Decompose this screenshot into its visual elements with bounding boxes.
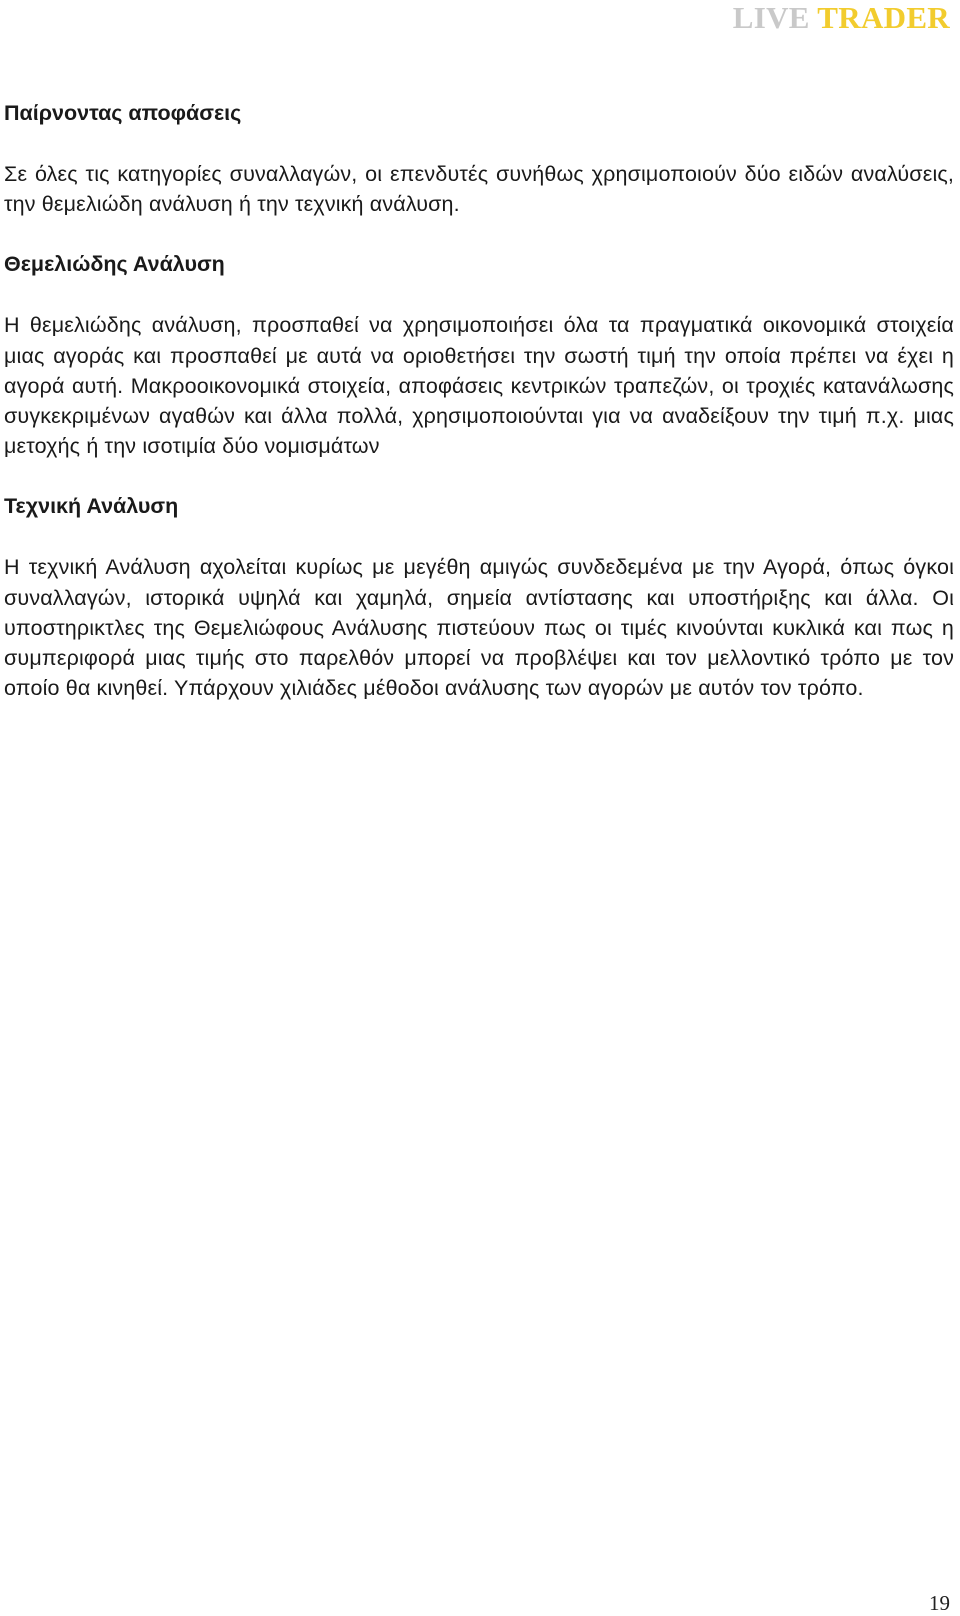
heading-technical-analysis: Τεχνική Ανάλυση [4, 494, 179, 519]
heading-decisions: Παίρνοντας αποφάσεις [4, 101, 242, 125]
paragraph-fundamental-analysis: Η θεμελιώδης ανάλυση, προσπαθεί να χρησιμοποιήσει όλα τα πραγματικά οικονομικά στοιχεία μιας αγοράς και προσπαθεί με αυτά να οριοθετήσει την σωστή τιμή την οποία πρέπει να έχει η αγορά αυτή. Μακροοικονομικά στοιχεία, αποφάσεις κεντρικών τραπεζών, οι τροχιές κατανάλωσης συγκεκριμένων αγαθών και άλλα πολλά, χρησιμοποιούνται για να αναδείξουν την τιμή π.χ. μιας μετοχής ή την ισοτιμία δύο νομισμάτων [4, 313, 954, 459]
page-number: 19 [929, 1591, 950, 1615]
logo-live-text: LIVE [732, 0, 810, 35]
document-body [4, 98, 954, 703]
live-trader-logo [733, 0, 950, 36]
logo-trader-text: TRADER [817, 0, 950, 35]
paragraph-decisions: Σε όλες τις κατηγορίες συναλλαγών, οι επενδυτές συνήθως χρησιμοποιούν δύο ειδών αναλύσεις, την θεμελιώδη ανάλυση ή την τεχνική ανάλυση. [4, 162, 954, 217]
heading-fundamental-analysis: Θεμελιώδης Ανάλυση [4, 252, 225, 277]
paragraph-technical-analysis: Η τεχνική Ανάλυση αχολείται κυρίως με μεγέθη αμιγώς συνδεδεμένα με την Αγορά, όπως όγκοι συναλλαγών, ιστορικά υψηλά και χαμηλά, σημεία αντίστασης και υποστήριξης και άλλα. Οι υποστηρικτλες της Θεμελιώφους Ανάλυσης πιστεύουν πως οι τιμές κινούνται κυκλικά και πως η συμπεριφορά μιας τιμής στο παρελθόν μπορεί να προβλέψει και τον μελλοντικό τρόπο με τον οποίο θα κινηθεί. Υπάρχουν χιλιάδες μέθοδοι ανάλυσης των αγορών με αυτόν τον τρόπο. [4, 555, 954, 701]
